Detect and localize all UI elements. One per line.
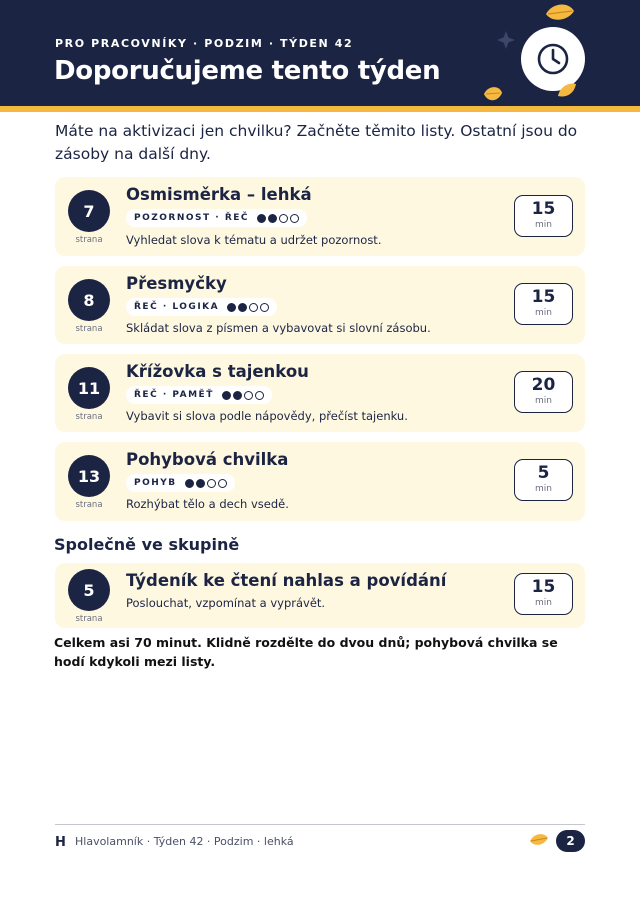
section-heading: Společně ve skupině	[54, 535, 240, 554]
tag-pill	[126, 474, 235, 492]
skill-tags: ŘEČ · LOGIKA	[134, 302, 220, 312]
duration-value: 15	[531, 287, 556, 307]
difficulty-dot	[233, 391, 242, 400]
brand-logo: H	[55, 835, 66, 850]
worksheet-description: Vybavit si slova podle nápovědy, přečíst tajenku.	[126, 409, 408, 423]
page-header	[0, 0, 640, 106]
page-number-badge: 11	[68, 367, 110, 409]
difficulty-dots	[222, 391, 264, 400]
header-kicker: PRO PRACOVNÍKY · PODZIM · TÝDEN 42	[55, 37, 354, 50]
worksheet-description: Vyhledat slova k tématu a udržet pozornost.	[126, 233, 382, 247]
page-number-badge: 7	[68, 190, 110, 232]
duration-box	[514, 371, 573, 413]
skill-tags: ŘEČ · PAMĚŤ	[134, 390, 214, 400]
difficulty-dot	[255, 391, 264, 400]
duration-unit: min	[535, 484, 552, 494]
difficulty-dot	[238, 303, 247, 312]
worksheet-description: Rozhýbat tělo a dech vsedě.	[126, 497, 289, 511]
duration-value: 20	[531, 375, 556, 395]
leaf-icon	[528, 831, 550, 849]
star-icon	[496, 30, 516, 50]
difficulty-dot	[279, 214, 288, 223]
difficulty-dot	[249, 303, 258, 312]
duration-box	[514, 283, 573, 325]
clock-icon	[535, 41, 571, 77]
page-number-badge: 13	[68, 455, 110, 497]
duration-unit: min	[535, 396, 552, 406]
page-label: strana	[75, 235, 103, 245]
difficulty-dot	[207, 479, 216, 488]
difficulty-dot	[227, 303, 236, 312]
difficulty-dot	[257, 214, 266, 223]
duration-box	[514, 195, 573, 237]
page-label: strana	[75, 412, 103, 422]
page-number-badge: 8	[68, 279, 110, 321]
intro-text: Máte na aktivizaci jen chvilku? Začněte těmito listy. Ostatní jsou do zásoby na další dny.	[55, 122, 578, 163]
difficulty-dot	[268, 214, 277, 223]
difficulty-dot	[218, 479, 227, 488]
duration-box	[514, 573, 573, 615]
worksheet-title: Křížovka s tajenkou	[126, 362, 309, 381]
duration-unit: min	[535, 308, 552, 318]
difficulty-dots	[257, 214, 299, 223]
difficulty-dots	[227, 303, 269, 312]
duration-value: 15	[531, 199, 556, 219]
page-number-badge: 5	[68, 569, 110, 611]
worksheet-card[interactable]	[55, 354, 585, 432]
duration-unit: min	[535, 598, 552, 608]
difficulty-dot	[222, 391, 231, 400]
worksheet-card[interactable]	[55, 177, 585, 256]
worksheet-title: Přesmyčky	[126, 274, 227, 293]
difficulty-dot	[290, 214, 299, 223]
tag-pill	[126, 298, 277, 316]
page-label: strana	[75, 324, 103, 334]
summary-note: Celkem asi 70 minut. Klidně rozdělte do dvou dnů; pohybová chvilka se hodí kdykoli mezi listy.	[54, 635, 558, 669]
worksheet-description: Skládat slova z písmen a vybavovat si slovní zásobu.	[126, 321, 431, 335]
worksheet-title: Pohybová chvilka	[126, 450, 289, 469]
worksheet-card[interactable]	[55, 442, 585, 521]
duration-box	[514, 459, 573, 501]
page-label: strana	[75, 614, 103, 624]
skill-tags: POZORNOST · ŘEČ	[134, 213, 250, 223]
worksheet-card[interactable]	[55, 266, 585, 344]
duration-value: 5	[537, 463, 550, 483]
tag-pill	[126, 209, 307, 227]
footer-divider	[55, 824, 585, 825]
difficulty-dot	[185, 479, 194, 488]
duration-unit: min	[535, 220, 552, 230]
tag-pill	[126, 386, 272, 404]
worksheet-card[interactable]	[55, 563, 585, 628]
page-title: Doporučujeme tento týden	[54, 56, 441, 86]
worksheet-title: Osmisměrka – lehká	[126, 185, 312, 204]
difficulty-dots	[185, 479, 227, 488]
duration-value: 15	[531, 577, 556, 597]
difficulty-dot	[196, 479, 205, 488]
difficulty-dot	[260, 303, 269, 312]
skill-tags: POHYB	[134, 478, 177, 488]
page-number: 2	[556, 830, 585, 852]
leaf-icon	[482, 84, 504, 104]
worksheet-description: Poslouchat, vzpomínat a vyprávět.	[126, 596, 326, 610]
leaf-icon	[556, 80, 578, 100]
difficulty-dot	[244, 391, 253, 400]
page-label: strana	[75, 500, 103, 510]
worksheet-title: Týdeník ke čtení nahlas a povídání	[126, 571, 447, 590]
leaf-icon	[544, 2, 576, 24]
header-stripe	[0, 106, 640, 112]
footer-text: Hlavolamník · Týden 42 · Podzim · lehká	[75, 835, 294, 848]
